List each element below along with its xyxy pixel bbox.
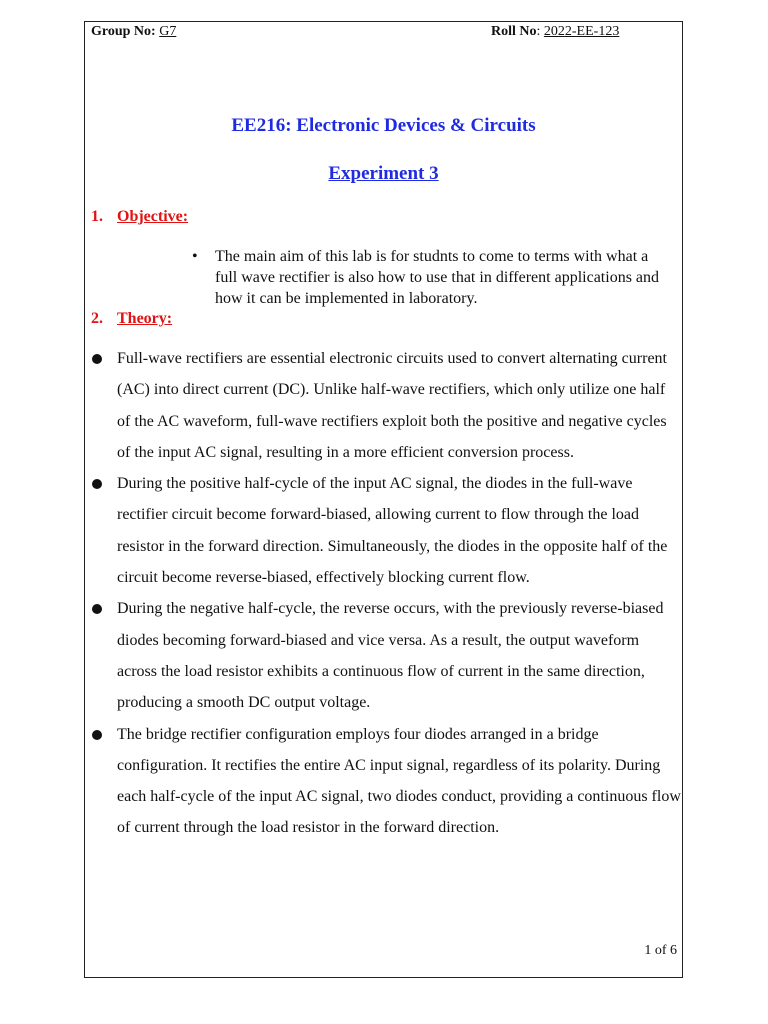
roll-value: 2022-EE-123 xyxy=(543,24,620,39)
theory-list xyxy=(91,343,681,844)
theory-label: Theory: xyxy=(117,310,173,327)
theory-bullet: The bridge rectifier configuration employs four diodes arranged in a bridge configuration. It rectifies the entire AC input signal, regardless of its polarity. During each half-cycle of the input AC signal, two diodes conduct, providing a continuous flow of current through the load resistor in the forward direction. xyxy=(91,719,681,844)
page-number: 1 of 6 xyxy=(644,943,677,958)
roll-number xyxy=(491,23,619,41)
theory-number: 2. xyxy=(91,310,103,327)
group-number xyxy=(91,23,176,41)
group-label: Group No: xyxy=(91,24,156,39)
objective-number: 1. xyxy=(91,208,103,225)
theory-bullet: During the positive half-cycle of the input AC signal, the diodes in the full-wave rectifier circuit become forward-biased, allowing current to flow through the load resistor in the forward direction. Simultaneously, the diodes in the opposite half of the circuit become reverse-biased, effectively blocking current flow. xyxy=(91,468,681,593)
roll-label: Roll No xyxy=(491,24,537,39)
objective-heading xyxy=(91,207,188,227)
theory-bullet: Full-wave rectifiers are essential electronic circuits used to convert alternating current (AC) into direct current (DC). Unlike half-wave rectifiers, which only utilize one half of the AC waveform, full-wave rectifiers exploit both the positive and negative cycles of the input AC signal, resulting in a more efficient conversion process. xyxy=(91,343,681,468)
group-value: G7 xyxy=(159,24,177,39)
objective-list xyxy=(190,246,660,309)
objective-bullet: • The main aim of this lab is for studnts to come to terms with what a full wave rectifier is also how to use that in different applications and how it can be implemented in laboratory. xyxy=(190,246,660,309)
theory-heading xyxy=(91,309,172,329)
roll-separator: : xyxy=(536,24,541,39)
theory-bullet: During the negative half-cycle, the reverse occurs, with the previously reverse-biased diodes becoming forward-biased and vice versa. As a result, the output waveform across the load resistor exhibits a continuous flow of current in the same direction, producing a smooth DC output voltage. xyxy=(91,593,681,718)
course-title: EE216: Electronic Devices & Circuits xyxy=(231,115,536,136)
experiment-title: Experiment 3 xyxy=(328,163,439,184)
objective-label: Objective: xyxy=(117,208,189,225)
